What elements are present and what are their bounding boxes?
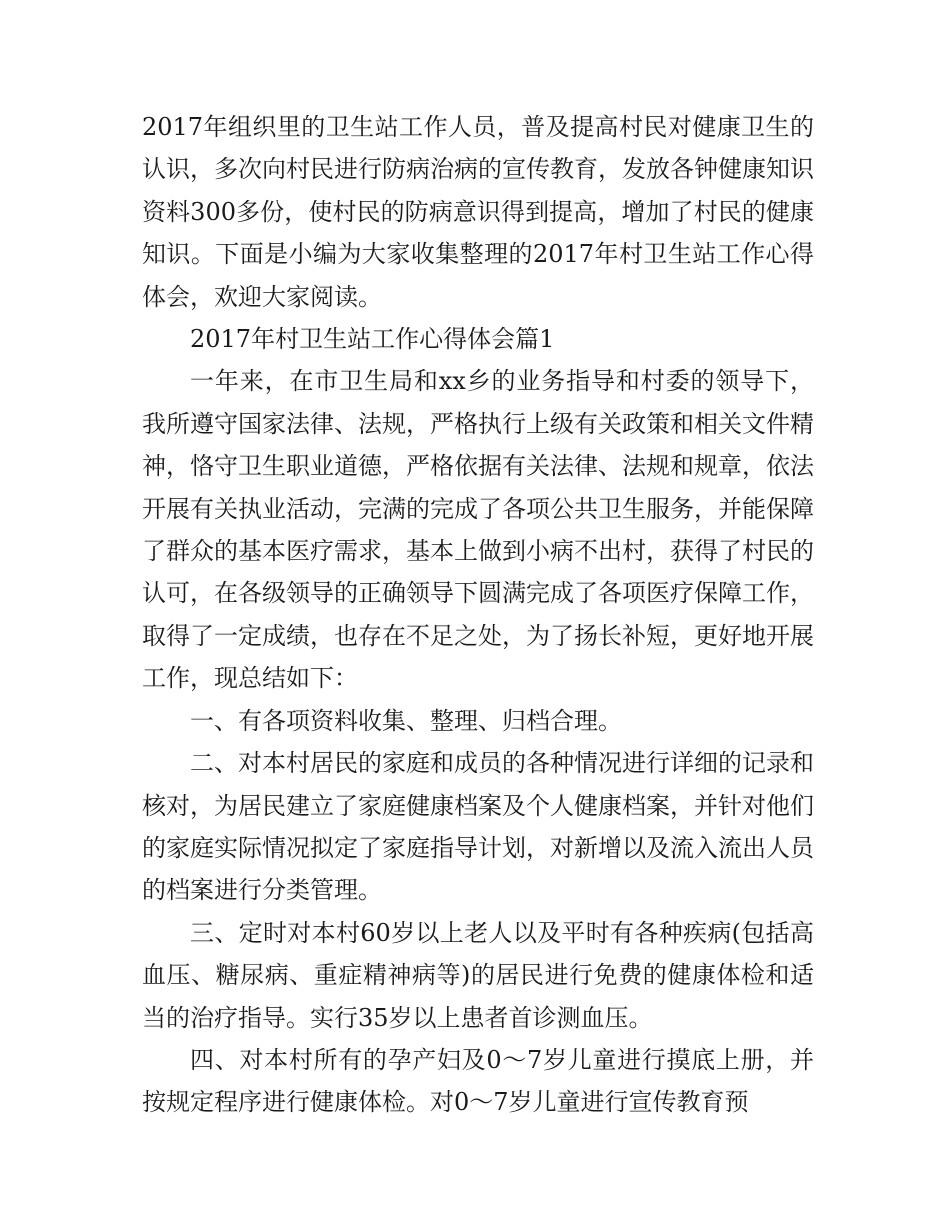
item-three-paragraph: 三、定时对本村60岁以上老人以及平时有各种疾病(包括高血压、糖尿病、重症精神病等)的居民进行免费的健康体检和适当的治疗指导。实行35岁以上患者首诊测血压。 [142,918,814,1032]
item-one-paragraph: 一、有各项资料收集、整理、归档合理。 [190,706,622,735]
intro-paragraph: 2017年组织里的卫生站工作人员，普及提高村民对健康卫生的认识，多次向村民进行防病治病的宣传教育，发放各钟健康知识资料300多份，使村民的防病意识得到提高，增加了村民的健康知识。下面是小编为大家收集整理的2017年村卫生站工作心得体会，欢迎大家阅读。 [142,113,814,311]
summary-paragraph: 一年来，在市卫生局和xx乡的业务指导和村委的领导下，我所遵守国家法律、法规，严格执行上级有关政策和相关文件精神，恪守卫生职业道德，严格依据有关法律、法规和规章，依法开展有关执业活动，完满的完成了各项公共卫生服务，并能保障了群众的基本医疗需求，基本上做到小病不出村，获得了村民的认可，在各级领导的正确领导下圆满完成了各项医疗保障工作，取得了一定成绩，也存在不足之处，为了扬长补短，更好地开展工作，现总结如下： [142,367,814,693]
item-two-paragraph: 二、对本村居民的家庭和成员的各种情况进行详细的记录和核对，为居民建立了家庭健康档案及个人健康档案，并针对他们的家庭实际情况拟定了家庭指导计划，对新增以及流入流出人员的档案进行分类管理。 [142,749,814,905]
item-four-paragraph: 四、对本村所有的孕产妇及0～7岁儿童进行摸底上册，并按规定程序进行健康体检。对0～7岁儿童进行宣传教育预 [142,1045,814,1117]
document-body [142,106,814,1124]
section-heading: 2017年村卫生站工作心得体会篇1 [190,325,555,354]
